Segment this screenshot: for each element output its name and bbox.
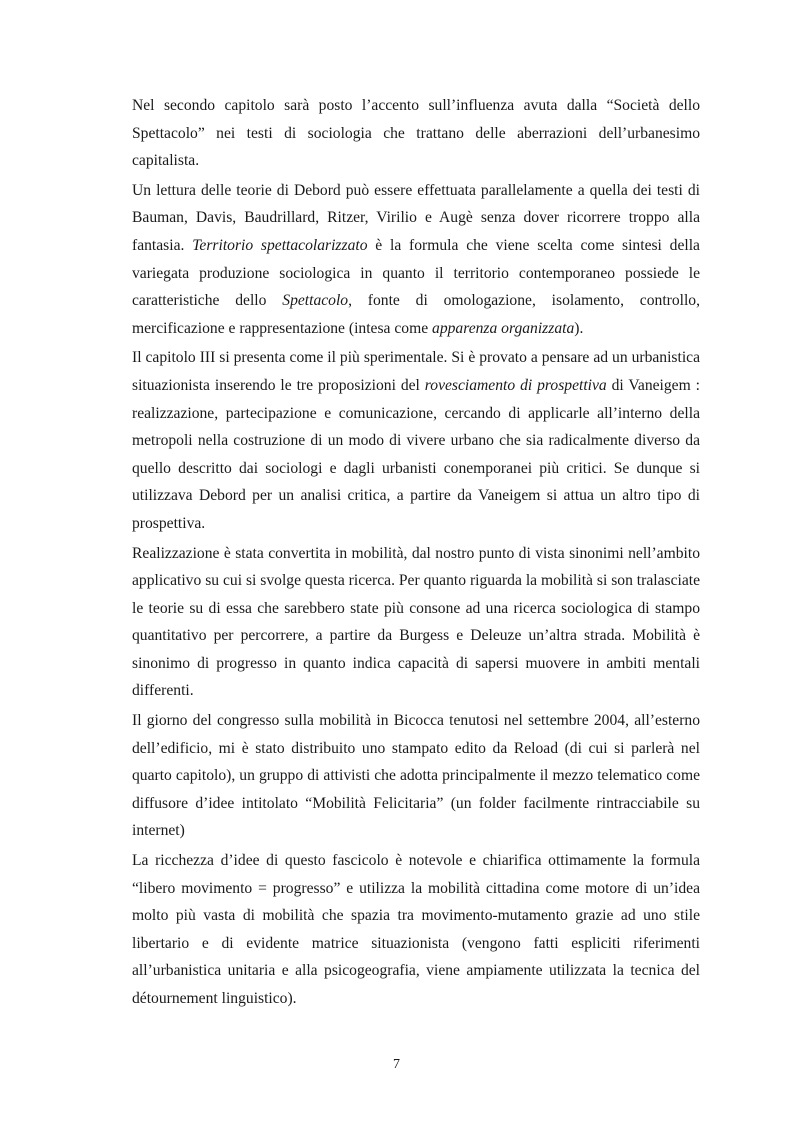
text-span: Il giorno del congresso sulla mobilità in Bicocca tenutosi nel settembre 2004, all’esterno dell’edificio, mi è stato distribuito uno stampato edito da Reload (di cui si parlerà nel quarto capitolo), un gruppo di attivisti che adotta principalmente il mezzo telematico come diffusore d’idee intitolato “Mobilità Felicitaria” (un folder facilmente rintracciabile su internet) — [132, 712, 700, 840]
paragraph-5 — [132, 707, 700, 845]
page-number: 7 — [393, 1057, 400, 1072]
text-span: di Vaneigem : realizzazione, partecipazione e comunicazione, cercando di applicarle all’interno della metropoli nella costruzione di un modo di vivere urbano che sia radicalmente diverso da quello descritto dai sociologi e dagli urbanisti conemporanei più critici. Se dunque si utilizzava Debord per un analisi critica, a partire da Vaneigem si attua un altro tipo di prospettiva. — [132, 376, 700, 532]
paragraph-1 — [132, 92, 700, 175]
paragraph-4 — [132, 540, 700, 706]
text-span: è la formula che viene scelta come sintesi della variegata produzione sociologica in quanto il territorio contemporaneo possiede le caratteristiche dello — [132, 236, 700, 310]
document-body — [132, 92, 700, 1013]
text-span: Un lettura delle teorie di Debord può essere effettuata parallelamente a quella dei testi di Bauman, Davis, Baudrillard, Ritzer, Virilio e Augè senza dover ricorrere troppo alla fantasia. — [132, 181, 700, 254]
paragraph-6 — [132, 847, 700, 1013]
text-span: La ricchezza d’idee di questo fascicolo è notevole e chiarifica ottimamente la formula “libero movimento = progresso” e utilizza la mobilità cittadina come motore di un’idea molto più vasta di mobilità che spazia tra movimento-mutamento grazie ad uno stile libertario e di evidente matrice situazionista (vengono fatti espliciti riferimenti all’urbanistica unitaria e alla psicogeografia, viene ampiamente utilizzata la tecnica del détournement linguistico). — [132, 852, 700, 1007]
text-span: Realizzazione è stata convertita in mobilità, dal nostro punto di vista sinonimi nell’ambito applicativo su cui si svolge questa ricerca. Per quanto riguarda la mobilità si son tralasciate le teorie su di essa che sarebbero state più consone ad una ricerca sociologica di stampo quantitativo per percorrere, a partire da Burgess e Deleuze un’altra strada. Mobilità è sinonimo di progresso in quanto indica capacità di sapersi muovere in ambiti mentali differenti. — [132, 544, 700, 700]
text-span: ). — [574, 319, 584, 337]
paragraph-2 — [132, 177, 700, 343]
italic-span: Territorio spettacolarizzato — [192, 236, 368, 254]
paragraph-3 — [132, 344, 700, 537]
italic-span: rovesciamento di prospettiva — [424, 376, 607, 394]
text-span: , fonte di omologazione, isolamento, controllo, mercificazione e rappresentazione (intesa come — [132, 292, 701, 337]
italic-span: apparenza organizzata — [432, 319, 575, 337]
text-span: Nel secondo capitolo sarà posto l’accento sull’influenza avuta dalla “Società dello Spettacolo” nei testi di sociologia che trattano delle aberrazioni dell’urbanesimo capitalista. — [132, 97, 700, 170]
italic-span: Spettacolo — [282, 292, 349, 310]
text-span: Il capitolo III si presenta come il più sperimentale. Si è provato a pensare ad un urbanistica situazionista inserendo le tre proposizioni del — [132, 349, 700, 394]
